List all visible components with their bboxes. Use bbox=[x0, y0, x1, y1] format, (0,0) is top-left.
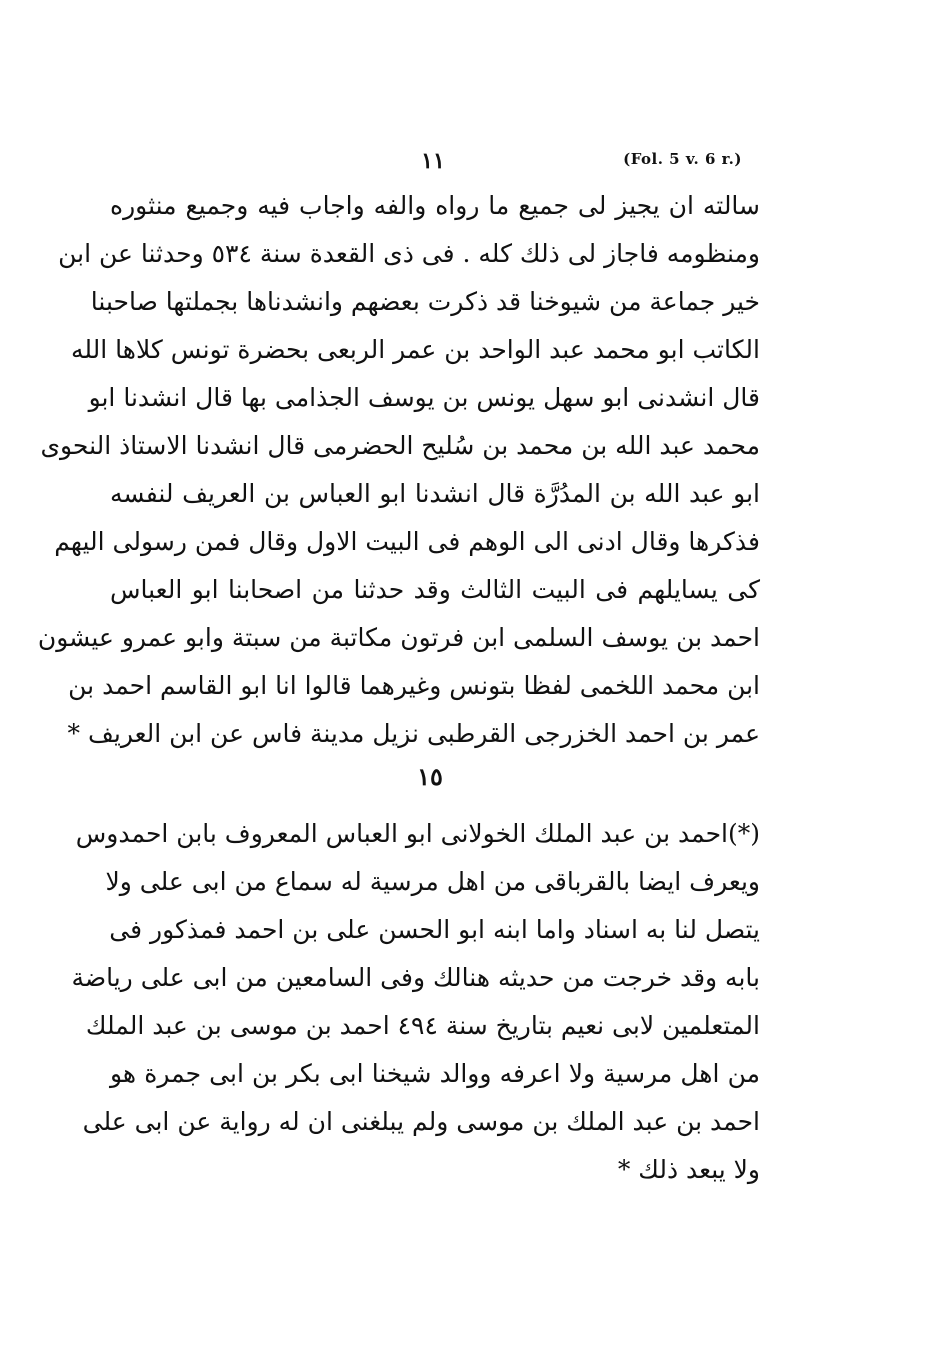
page-number: ١١ bbox=[421, 148, 445, 174]
text-block-entry bbox=[71, 810, 760, 1194]
text-line: احمد بن عبد الملك بن موسى ولم يبلغنى ان له رواية عن ابى على bbox=[82, 1107, 760, 1136]
text-line: (*)احمد بن عبد الملك الخولانى ابو العباس المعروف بابن احمدوس bbox=[75, 819, 760, 848]
text-line: الكاتب ابو محمد عبد الواحد بن عمر الربعى بحضرة تونس كلاها الله bbox=[70, 335, 760, 364]
text-line: من اهل مرسية ولا اعرفه ووالد شيخنا ابى بكر بن ابى جمرة هو bbox=[110, 1059, 760, 1088]
text-block-continuation bbox=[37, 182, 760, 758]
text-line: ابو عبد الله بن المدُرَّة قال انشدنا ابو العباس بن العريف لنفسه bbox=[110, 479, 760, 508]
text-line: ومنظومه فاجاز لى ذلك كله . فى ذى القعدة سنة ٥٣٤ وحدثنا عن ابن bbox=[58, 239, 760, 268]
text-line: ويعرف ايضا بالقرباقى من اهل مرسية له سماع من ابى على ولا bbox=[105, 867, 760, 896]
text-line: فذكرها وقال ادنى الى الوهم فى البيت الاول وقال فمن رسولى اليهم bbox=[54, 527, 760, 556]
text-line: بابه وقد خرجت من حديثه هنالك وفى السامعين من ابى على رياضة bbox=[71, 963, 760, 992]
folio-reference: (Fol. 5 v. 6 r.) bbox=[623, 150, 742, 168]
text-line: المتعلمين لابى نعيم بتاريخ سنة ٤٩٤ احمد بن موسى بن عبد الملك bbox=[85, 1011, 760, 1040]
text-line: محمد عبد الله بن محمد بن سُليح الحضرمى قال انشدنا الاستاذ النحوى bbox=[40, 431, 760, 460]
text-line: احمد بن يوسف السلمى ابن فرتون مكاتبة من سبتة وابو عمرو عيشون bbox=[37, 623, 760, 652]
text-line: يتصل لنا به اسناد واما ابنه ابو الحسن على بن احمد فمذكور فى bbox=[109, 915, 760, 944]
text-line: كى يسايلهم فى البيت الثالث وقد حدثنا من اصحابنا ابو العباس bbox=[110, 575, 760, 604]
text-line: عمر بن احمد الخزرجى القرطبى نزيل مدينة فاس عن ابن العريف * bbox=[67, 719, 760, 748]
entry-number: ١٥ bbox=[417, 762, 443, 791]
text-line: سالته ان يجيز لى جميع ما رواه والفه واجاب فيه وجميع منثوره bbox=[110, 191, 760, 220]
text-line: قال انشدنى ابو سهل يونس بن يوسف الجذامى بها قال انشدنا ابو bbox=[88, 383, 760, 412]
text-line: خير جماعة من شيوخنا قد ذكرت بعضهم وانشدناها بجملتها صاحبنا bbox=[90, 287, 760, 316]
text-line: ولا يبعد ذلك * bbox=[617, 1155, 760, 1184]
text-line: ابن محمد اللخمى لفظا بتونس وغيرهما قالوا انا ابو القاسم احمد بن bbox=[68, 671, 760, 700]
